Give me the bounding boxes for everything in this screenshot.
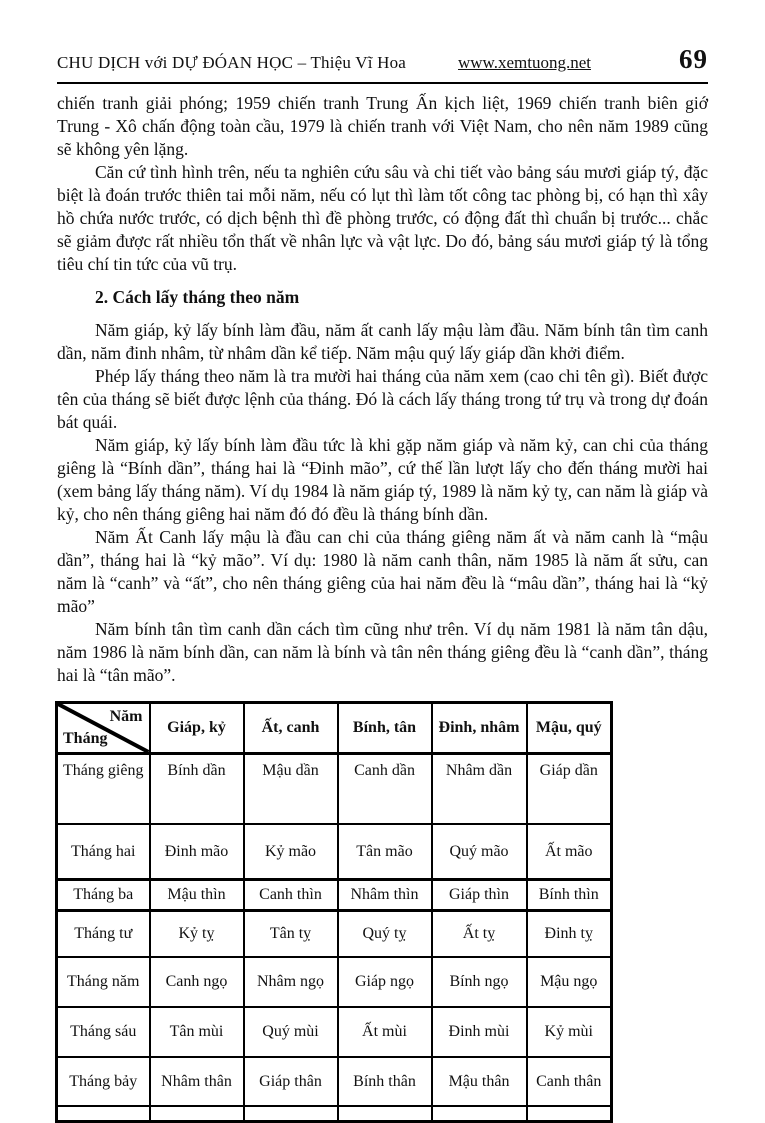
table-cell: Mậu thân xyxy=(432,1057,527,1106)
corner-month-label: Tháng xyxy=(63,730,108,747)
table-cell: Canh ngọ xyxy=(150,957,244,1007)
table-row xyxy=(57,880,612,911)
table-cell xyxy=(338,1106,432,1122)
table-cell: Tân tỵ xyxy=(244,911,338,958)
table-row-empty xyxy=(57,1106,612,1122)
table-cell: Canh dần xyxy=(338,754,432,825)
paragraph: Năm giáp, kỷ lấy bính làm đầu, năm ất canh lấy mậu làm đầu. Năm bính tân tìm canh dần, năm đinh nhâm, từ nhâm dần kể tiếp. Năm mậu quý lấy giáp dần khởi điểm. xyxy=(57,320,708,363)
column-header: Đinh, nhâm xyxy=(432,703,527,754)
table-cell: Đinh mão xyxy=(150,824,244,880)
paragraph: Phép lấy tháng theo năm là tra mười hai tháng của năm xem (cao chi tên gì). Biết được tên của tháng sẽ biết được lệnh của tháng. Đó là cách lấy tháng trong tứ trụ và trong dự đoán bát quái. xyxy=(57,366,708,432)
table-cell: Quý tỵ xyxy=(338,911,432,958)
table-cell: Quý mùi xyxy=(244,1007,338,1057)
table-cell: Đinh tỵ xyxy=(527,911,612,958)
column-header: Bính, tân xyxy=(338,703,432,754)
table-cell: Nhâm ngọ xyxy=(244,957,338,1007)
table-row xyxy=(57,911,612,958)
table-cell: Kỷ tỵ xyxy=(150,911,244,958)
table-cell: Kỷ mão xyxy=(244,824,338,880)
paragraph: Năm Ất Canh lấy mậu là đầu can chi của tháng giêng năm ất và năm canh là “mậu dần”, tháng hai là “kỷ mão”. Ví dụ: 1980 là năm canh thân, năm 1985 là năm ất sửu, can năm là “canh” và “ất”, cho nên tháng giêng của hai năm đều là “mâu dần”, tháng hai là “kỷ mão” xyxy=(57,527,708,616)
table-corner-cell xyxy=(57,703,150,754)
table-row xyxy=(57,1057,612,1106)
section-heading: 2. Cách lấy tháng theo năm xyxy=(95,287,300,307)
column-header: Giáp, kỷ xyxy=(150,703,244,754)
table-cell: Canh thân xyxy=(527,1057,612,1106)
table-cell: Canh thìn xyxy=(244,880,338,911)
table-cell: Quý mão xyxy=(432,824,527,880)
table-cell: Giáp dần xyxy=(527,754,612,825)
table-cell: Giáp ngọ xyxy=(338,957,432,1007)
paragraph: Năm giáp, kỷ lấy bính làm đầu tức là khi gặp năm giáp và năm kỷ, can chi của tháng giêng là “Bính dần”, tháng hai là “Đinh mão”, cứ thế lần lượt lấy cho đến tháng mười hai (xem bảng lấy tháng năm). Ví dụ 1984 là năm giáp tý, 1989 là năm kỷ tỵ, can năm là giáp và kỷ, cho nên tháng giêng hai năm đó đó đều là tháng bính dần. xyxy=(57,435,708,524)
header-rule xyxy=(57,82,708,84)
table-cell: Bính thìn xyxy=(527,880,612,911)
month-cell: Tháng tư xyxy=(57,911,150,958)
paragraph: Căn cứ tình hình trên, nếu ta nghiên cứu sâu và chi tiết vào bảng sáu mươi giáp tý, đặc biệt là đoán trước thiên tai mỗi năm, nếu có lụt thì làm tốt công tac phòng bị, có hạn thì xây hồ chứa nước trước, có dịch bệnh thì đề phòng trước, có động đất thì chuẩn bị trước... chắc sẽ giảm được rất nhiều tổn thất về nhân lực và vật lực. Do đó, bảng sáu mươi giáp tý là tổng tiêu chí tin tức của vũ trụ. xyxy=(57,162,708,274)
table-cell: Nhâm thìn xyxy=(338,880,432,911)
column-header: Mậu, quý xyxy=(527,703,612,754)
table-cell: Tân mão xyxy=(338,824,432,880)
month-cell: Tháng ba xyxy=(57,880,150,911)
table-cell: Bính dần xyxy=(150,754,244,825)
table-row xyxy=(57,957,612,1007)
month-year-table xyxy=(55,701,613,1123)
table-cell: Ất mão xyxy=(527,824,612,880)
book-title: CHU DỊCH với DỰ ĐÓAN HỌC – Thiệu Vĩ Hoa xyxy=(57,53,407,72)
table-cell: Kỷ mùi xyxy=(527,1007,612,1057)
table-cell: Ất tỵ xyxy=(432,911,527,958)
table-cell: Bính thân xyxy=(338,1057,432,1106)
table-cell: Nhâm thân xyxy=(150,1057,244,1106)
table-cell: Mậu ngọ xyxy=(527,957,612,1007)
column-header: Ất, canh xyxy=(244,703,338,754)
table-cell xyxy=(150,1106,244,1122)
paragraph: Năm bính tân tìm canh dần cách tìm cũng như trên. Ví dụ năm 1981 là năm tân dậu, năm 1986 là năm bính dần, can năm là bính và tân nên tháng giêng đều là “canh dần”, tháng hai là “tân mão”. xyxy=(57,619,708,685)
table-cell: Giáp thân xyxy=(244,1057,338,1106)
table-row xyxy=(57,1007,612,1057)
paragraph: chiến tranh giải phóng; 1959 chiến tranh Trung Ấn kịch liệt, 1969 chiến tranh biên giớ Trung - Xô chấn động toàn cầu, 1979 là chiến tranh với Việt Nam, cho nên năm 1989 cũng sẽ không yên lặng. xyxy=(57,93,708,159)
month-cell: Tháng giêng xyxy=(57,754,150,825)
table-cell: Giáp thìn xyxy=(432,880,527,911)
website-link[interactable]: www.xemtuong.net xyxy=(458,53,591,72)
table-cell xyxy=(244,1106,338,1122)
page-body xyxy=(57,92,708,687)
table-cell xyxy=(527,1106,612,1122)
table-row xyxy=(57,754,612,825)
table-cell: Bính ngọ xyxy=(432,957,527,1007)
table-cell: Tân mùi xyxy=(150,1007,244,1057)
table-header-row xyxy=(57,703,612,754)
table-row xyxy=(57,824,612,880)
month-cell: Tháng năm xyxy=(57,957,150,1007)
table-cell xyxy=(432,1106,527,1122)
table-cell: Ất mùi xyxy=(338,1007,432,1057)
table-cell: Đinh mùi xyxy=(432,1007,527,1057)
running-header xyxy=(57,44,708,75)
month-cell: Tháng hai xyxy=(57,824,150,880)
table-cell: Mậu thìn xyxy=(150,880,244,911)
page-number: 69 xyxy=(679,44,708,74)
table-cell: Mậu dần xyxy=(244,754,338,825)
table-cell: Nhâm dần xyxy=(432,754,527,825)
month-cell: Tháng sáu xyxy=(57,1007,150,1057)
month-cell: Tháng bảy xyxy=(57,1057,150,1106)
month-cell xyxy=(57,1106,150,1122)
corner-year-label: Năm xyxy=(109,708,143,725)
